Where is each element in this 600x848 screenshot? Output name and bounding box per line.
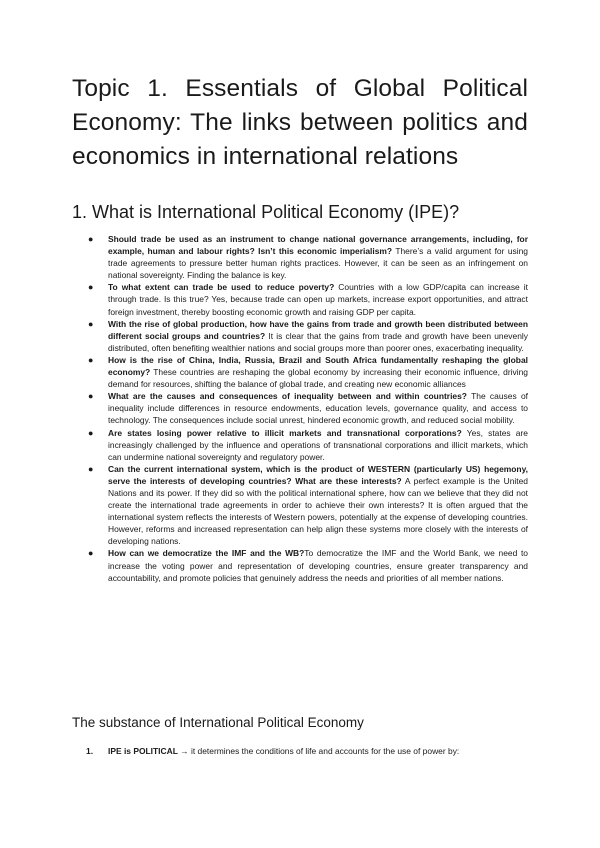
list-item: [72, 427, 528, 463]
item-strong-text: IPE is POLITICAL: [108, 746, 178, 756]
bullet-icon: ●: [88, 463, 94, 474]
answer-text: To democratize the IMF and the World Bank, we need to increase the voting power and representation of developing countries, ensure greater transparency and accountability, and promote policies that genuinely address the needs and priorities of all member nations.: [108, 548, 528, 583]
question-text: Should trade be used as an instrument to change national governance arrangements, including, for example, human and labour rights? Isn’t this economic imperialism?: [108, 234, 528, 257]
answer-text: Yes, states are increasingly challenged by the influence and operations of transnational corporations and illicit markets, which can undermine national sovereignty and regulatory power.: [108, 427, 528, 462]
list-item: [72, 390, 528, 426]
bullet-icon: ●: [88, 282, 94, 293]
section-heading: 1. What is International Political Economy (IPE)?: [72, 202, 460, 222]
list-item: [72, 281, 528, 317]
item-text: → it determines the conditions of life and accounts for the use of power by:: [177, 746, 460, 756]
bullet-icon: ●: [88, 548, 94, 559]
answer-text: The causes of inequality include differences in resource endowments, education levels, governance quality, and access to technology. The consequences include social unrest, hindered economic growth, and reduced social mobility.: [108, 391, 528, 426]
question-text: Are states losing power relative to illicit markets and transnational corporations?: [108, 427, 462, 438]
list-item: [72, 233, 528, 281]
bullet-icon: ●: [88, 318, 94, 329]
bullet-icon: ●: [88, 391, 94, 402]
answer-text: It is clear that the gains from trade and growth have been unevenly distributed, often benefiting wealthier nations and social groups more than poorer ones, exacerbating inequality.: [108, 330, 528, 353]
bullet-icon: ●: [88, 234, 94, 244]
bullet-icon: ●: [88, 354, 94, 365]
answer-text: A perfect example is the United Nations and its power. If they did so with the political international sphere, how can we believe that they did not create the international trade agreements in order to achieve their own interests? It is often argued that the international system reflects the interests of Western powers, potentially at the expense of developing countries. However, reforms and increased representation can help align these systems more closely with the interests of developing nations.: [108, 475, 528, 547]
question-text: How is the rise of China, India, Russia, Brazil and South Africa fundamentally reshaping the global economy?: [108, 354, 528, 378]
list-item: [72, 354, 528, 390]
numbered-list: [72, 745, 528, 757]
answer-text: These countries are reshaping the global economy by increasing their economic influence, driving demand for resources, shifting the balance of global trade, and creating new economic alliances: [108, 367, 528, 390]
question-text: To what extent can trade be used to reduce poverty?: [108, 282, 335, 293]
question-text: Can the current international system, which is the product of WESTERN (particularly US) hegemony, serve the interests of developing countries? What are these interests?: [108, 463, 528, 486]
subsection-heading: The substance of International Political Economy: [72, 715, 364, 730]
page-title: Topic 1. Essentials of Global Political Economy: The links between politics and economics in international relations: [72, 75, 528, 170]
list-item: [72, 463, 528, 548]
numbered-item: [72, 745, 528, 757]
question-text: What are the causes and consequences of inequality between and within countries?: [108, 391, 467, 402]
answer-text: There’s a valid argument for using trade agreements to pressure better human rights practices. However, it can be seen as an infringement on national sovereignty. Finding the balance is key.: [108, 246, 528, 281]
question-list: [72, 233, 528, 584]
bullet-icon: ●: [88, 427, 94, 438]
answer-text: Countries with a low GDP/capita can increase it through trade. Is this true? Yes, because trade can open up markets, increase export opportunities, and attract foreign investment, thereby boosting economic growth and raising GDP per capita.: [108, 282, 528, 317]
list-item: [72, 318, 528, 354]
question-text: With the rise of global production, how have the gains from trade and growth been distributed between different social groups and countries?: [108, 318, 528, 341]
list-item: [72, 547, 528, 583]
question-text: How can we democratize the IMF and the WB?: [108, 548, 305, 559]
item-number: 1.: [86, 746, 94, 756]
